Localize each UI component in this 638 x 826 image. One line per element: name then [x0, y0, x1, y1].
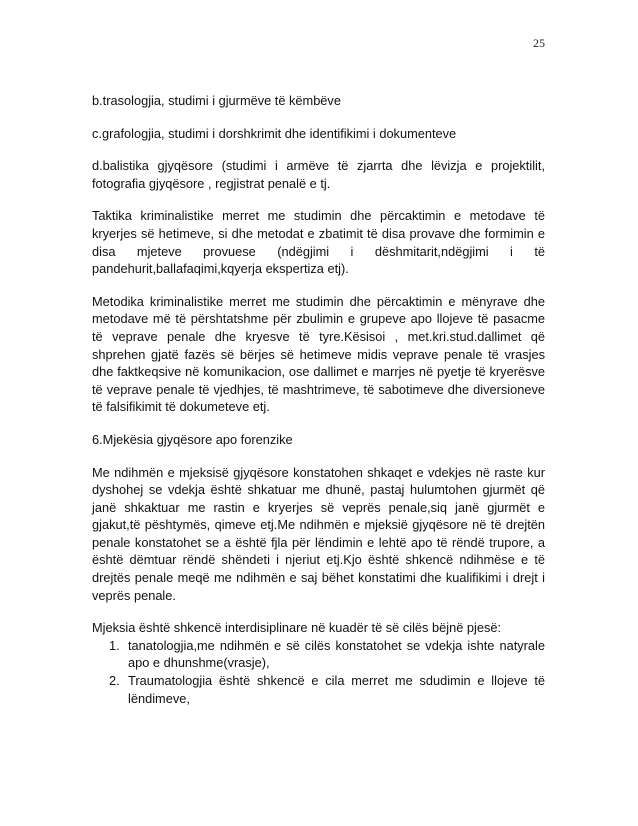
page-body — [92, 92, 545, 707]
list-item — [92, 637, 545, 672]
paragraph-taktika: Taktika kriminalistike merret me studimin dhe përcaktimin e metodave të kryerjes së hetimeve, si dhe metodat e zbatimit të disa provave dhe formimin e disa mjeteve provuese (ndëgjimi i dëshmitarit,ndëgjimi i të pandehurit,ballafaqimi,kqyerja ekspertiza etj). — [92, 208, 545, 277]
list-number: 1. — [109, 637, 120, 653]
paragraph-mjekesia: Me ndihmën e mjeksisë gjyqësore konstatohen shkaqet e vdekjes në raste kur dyshohej se vdekja është shkatuar me dhunë, pastaj hulumtohen gjurmët që janë shkaktuar me rastin e kryerjes së veprës penale,siq janë gjurmët e gjakut,të pështymës, qimeve etj.Me ndihmën e mjeksië gjyqësore në të drejtën penale konstatohet se a është fjla për lëndimin e lehtë apo të rëndë trupore, a është dëmtuar rëndë shëndeti i njeriut etj.Kjo është shkencë ndihmëse e të drejtës penale meqë me ndihmën e saj bëhet konstatimi dhe kualifikimi i drejt i veprës penale. — [92, 464, 545, 603]
list-item-text: Traumatologjia është shkencë e cila merret me sdudimin e llojeve të lëndimeve, — [128, 673, 545, 706]
page-number: 25 — [533, 36, 545, 50]
paragraph-trasologjia: b.trasologjia, studimi i gjurmëve të këmbëve — [92, 93, 341, 108]
list-item-text: tanatologjia,me ndihmën e së cilës konstatohet se vdekja ishte natyrale apo e dhunshme(vrasje), — [128, 637, 545, 671]
list-number: 2. — [109, 673, 120, 689]
paragraph-grafologjia: c.grafologjia, studimi i dorshkrimit dhe identifikimi i dokumenteve — [92, 125, 457, 141]
list-item — [92, 672, 545, 707]
paragraph-balistika: d.balistika gjyqësore (studimi i armëve të zjarrta dhe lëvizja e projektilit, fotografia gjyqësore , regjistrat penalë e tj. — [92, 158, 545, 191]
numbered-list — [92, 637, 545, 707]
paragraph-metodika: Metodika kriminalistike merret me studimin dhe përcaktimin e mënyrave dhe metodave më të përshtatshme për zbulimin e grupeve apo llojeve të pasacme të veprave penale dhe kryesve të tyre.Kësisoi , met.kri.stud.dallimet që shprehen gjatë fazës së bërjes së hetimeve midis veprave penale të vrasjes dhe faktkeqsive në komunikacion, ose dallimet e marrjes në pyetje të kryerësve të veprave penale të vjedhjes, të mashtrimeve, të sabotimeve dhe diversioneve të falsifikimit të dokumeteve etj. — [92, 293, 545, 415]
section-heading: 6.Mjekësia gjyqësore apo forenzike — [92, 431, 293, 447]
paragraph-interdisiplinare: Mjeksia është shkencë interdisiplinare në kuadër të së cilës bëjnë pjesë: — [92, 620, 502, 636]
